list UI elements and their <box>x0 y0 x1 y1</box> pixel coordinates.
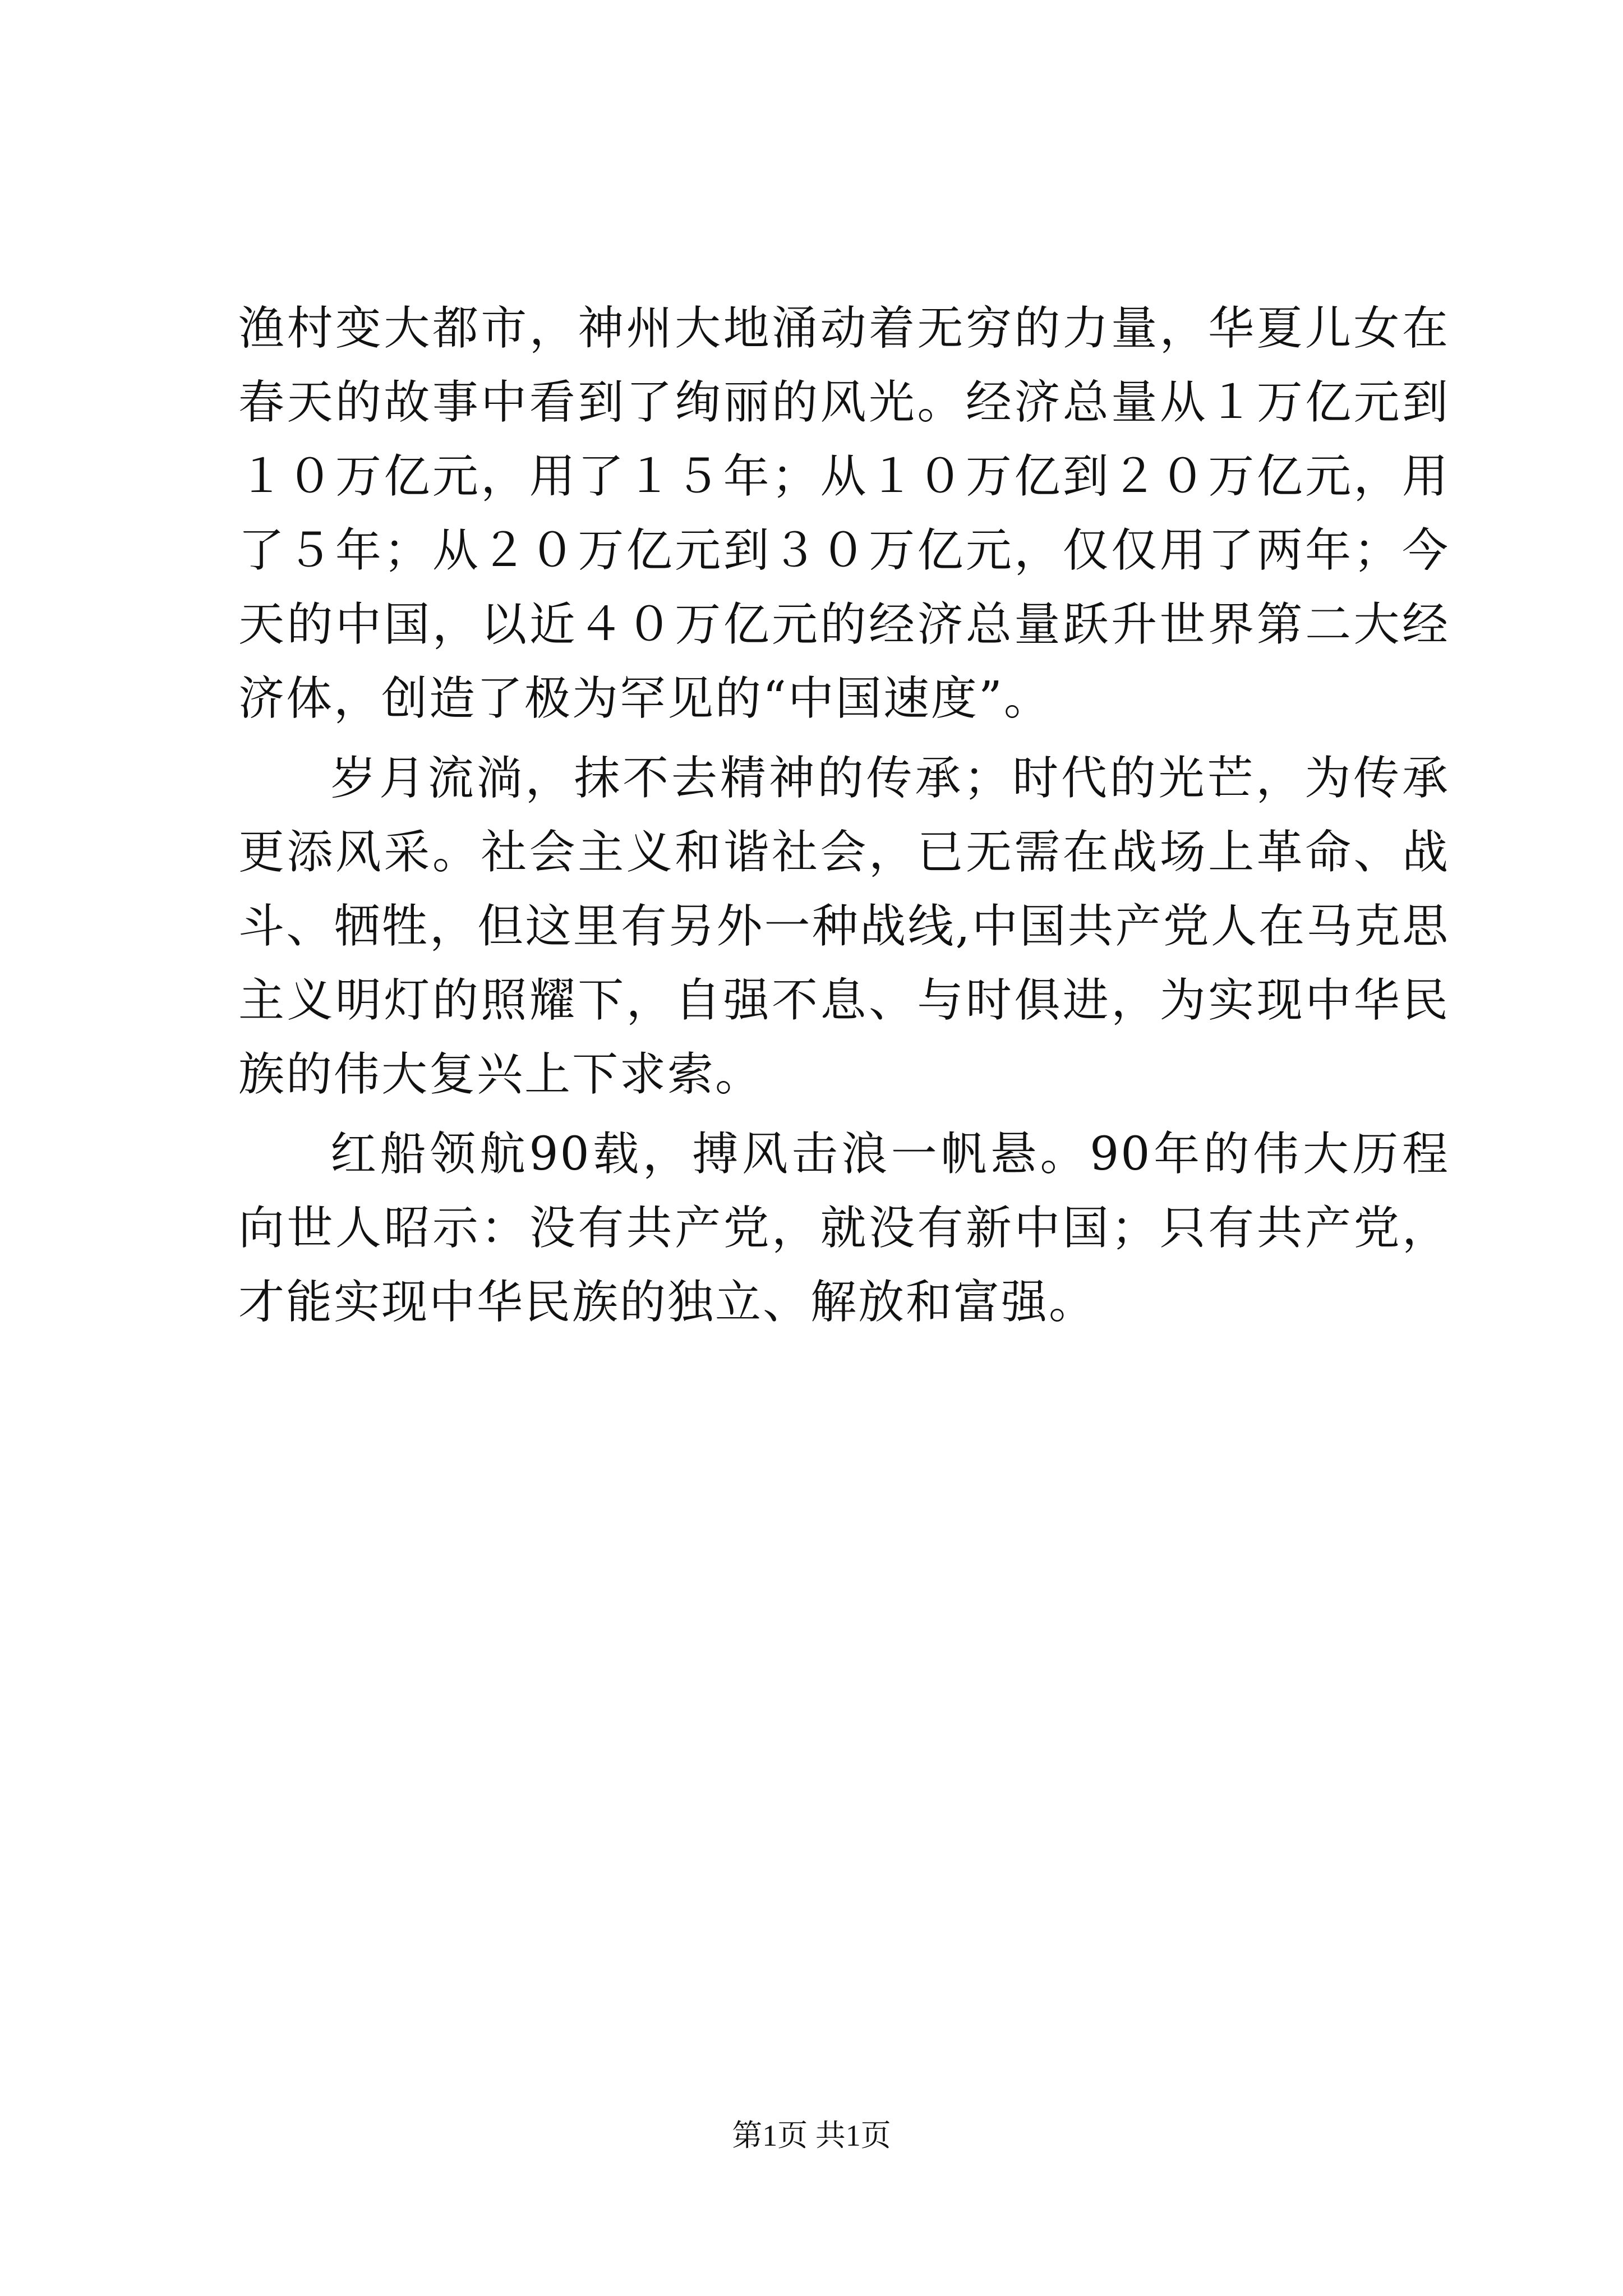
paragraph-1: 渔村变大都市，神州大地涌动着无穷的力量，华夏儿女在春天的故事中看到了绚丽的风光。经济总量从１万亿元到１０万亿元，用了１５年；从１０万亿到２０万亿元，用了５年；从２０万亿元到３０万亿元，仅仅用了两年；今天的中国，以近４０万亿元的经济总量跃升世界第二大经济体，创造了极为罕见的“中国速度”。 <box>238 302 1450 725</box>
body-text <box>238 292 1450 1340</box>
paragraph-2: 岁月流淌，抹不去精神的传承；时代的光芒，为传承更添风采。社会主义和谐社会，已无需在战场上革命、战斗、牺牲，但这里有另外一种战线,中国共产党人在马克思主义明灯的照耀下，自强不息、与时俱进，为实现中华民族的伟大复兴上下求索。 <box>238 752 1450 1101</box>
page-footer: 第1页 共1页 <box>732 2119 891 2152</box>
paragraph-3: 红船领航90载，搏风击浪一帆悬。90年的伟大历程向世人昭示：没有共产党，就没有新中国；只有共产党，才能实现中华民族的独立、解放和富强。 <box>238 1128 1450 1329</box>
